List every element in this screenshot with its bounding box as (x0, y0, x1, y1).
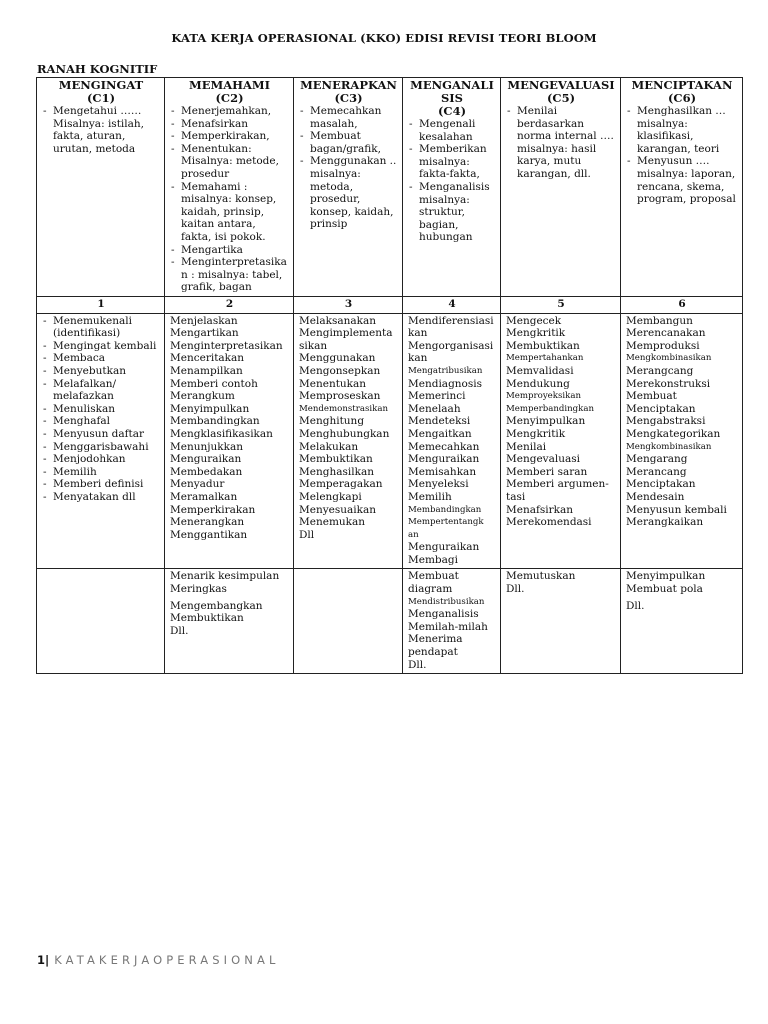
verb-cell-c1 (37, 313, 165, 569)
category-cell-c6 (621, 78, 743, 297)
category-description: - Menghasilkan … misalnya: klasifikasi, karangan, teori (626, 105, 738, 155)
category-description: - Menyusun …. misalnya: laporan, rencana, skema, program, proposal (626, 155, 738, 205)
verb-item: - Mengingat kembali (42, 340, 160, 353)
verb-item: Mengkritik (506, 427, 566, 440)
category-name: MEMAHAMI (188, 78, 271, 92)
verb-item: Meringkas (170, 583, 227, 596)
verb-item: Menerima pendapat (408, 633, 463, 659)
column-number: 6 (621, 297, 743, 314)
page-footer (37, 953, 279, 967)
verb-item: Menyimpulkan (506, 415, 586, 428)
column-number: 1 (37, 297, 165, 314)
verb-cell-c3 (294, 313, 403, 569)
verb-item: - Melafalkan/ melafazkan (42, 378, 160, 403)
category-code: (C6) (667, 91, 697, 105)
verb-item: - Menyusun daftar (42, 428, 160, 441)
verb-item: Memecahkan (408, 440, 480, 453)
verb-item: Mengkombinasikan (626, 353, 712, 364)
category-row (37, 78, 743, 297)
category-description: - Memecahkan masalah, (299, 105, 398, 130)
verb-item: Menafsirkan (506, 503, 574, 516)
category-description: - Menganalisis misalnya: struktur, bagian, hubungan (408, 181, 496, 244)
section-label: RANAH KOGNITIF (37, 62, 158, 76)
category-description: - Menafsirkan (170, 118, 289, 131)
verb-item: Melaksanakan (299, 314, 377, 327)
verb-item: Menghasilkan (299, 465, 374, 478)
verb-item: Menginterpretasikan (170, 339, 283, 352)
category-description-list (170, 105, 289, 294)
verb-item: - Memilih (42, 466, 160, 479)
category-cell-c2 (165, 78, 294, 297)
category-name: MENGEVALUASI (507, 78, 615, 92)
verb-item: Melengkapi (299, 490, 362, 503)
verb-item: Membuktikan (299, 453, 373, 466)
additional-verb-cell-c4 (403, 569, 501, 674)
verb-item: Memperagakan (299, 478, 383, 491)
verb-item: Melakukan (299, 440, 359, 453)
verb-item: - Menyebutkan (42, 365, 160, 378)
running-title: KATAKERJAOPERASIONAL (54, 953, 280, 967)
verb-item: Mendesain (626, 490, 685, 503)
category-name: MENGANALISIS (410, 78, 494, 105)
verb-item: Merangcang (626, 364, 694, 377)
verb-item: Mengonsepkan (299, 364, 381, 377)
verb-item: Menciptakan (626, 478, 696, 491)
verb-cell-c6 (621, 313, 743, 569)
category-description: - Memberikan misalnya: fakta-fakta, (408, 143, 496, 181)
verb-item: - Menghafal (42, 415, 160, 428)
additional-verb-cell-c1 (37, 569, 165, 674)
verb-list (506, 570, 616, 595)
category-name: MENGINGAT (58, 78, 144, 92)
category-name: MENCIPTAKAN (631, 78, 733, 92)
verb-item: Membedakan (170, 465, 243, 478)
verb-item: Menelaah (408, 402, 461, 415)
verb-item: Memberi contoh (170, 377, 258, 390)
verb-item: Mengimplementa sikan (299, 327, 393, 352)
category-description: - Menginterpretasikan : misalnya: tabel, grafik, bagan (170, 256, 289, 294)
category-code: (C3) (334, 91, 363, 105)
verb-item: Mengartikan (170, 327, 239, 340)
verb-list (626, 315, 738, 529)
verb-item: Menemukan (299, 516, 366, 529)
verb-item: Mendiferensiasi kan (408, 314, 494, 340)
verb-item: Menyeleksi (408, 478, 469, 491)
additional-verb-row (37, 569, 743, 674)
verb-item: Menyesuaikan (299, 503, 377, 516)
category-description-list (408, 118, 496, 244)
category-description: - Mengetahui …… Misalnya: istilah, fakta, aturan, urutan, metoda (42, 105, 160, 155)
verb-item: Dll. (170, 624, 189, 637)
verb-cell-c4 (403, 313, 501, 569)
verb-item: Mengatribusikan (408, 365, 483, 376)
column-number: 2 (165, 297, 294, 314)
verb-item: Mendistribusikan (408, 596, 485, 607)
verb-item: Mengevaluasi (506, 453, 580, 466)
verb-item: Menyusun kembali (626, 503, 727, 516)
verb-item: Memisahkan (408, 465, 477, 478)
verb-item: Membuat diagram (408, 570, 459, 596)
verb-item: Menyimpulkan (170, 402, 250, 415)
page-number: 1 (37, 953, 46, 967)
verb-item: Memvalidasi (506, 364, 574, 377)
document-title: KATA KERJA OPERASIONAL (KKO) EDISI REVISI TEORI BLOOM (171, 31, 597, 45)
verb-list (299, 315, 398, 542)
verb-item: Menguraikan (408, 453, 480, 466)
category-code: (C2) (215, 91, 244, 105)
verb-item: Memperbandingkan (506, 403, 595, 414)
verb-item: Menentukan (299, 377, 367, 390)
verb-item: Menguraikan (170, 453, 242, 466)
column-number: 5 (501, 297, 621, 314)
verb-item: - Menuliskan (42, 403, 160, 416)
category-cell-c1 (37, 78, 165, 297)
verb-item: Menerangkan (170, 516, 245, 529)
verb-item: Menganalisis (408, 608, 479, 621)
verb-item: Dll. (506, 583, 525, 596)
verb-cell-c2 (165, 313, 294, 569)
verb-item: Dll. (626, 599, 645, 612)
verb-item: - Menggarisbawahi (42, 441, 160, 454)
verb-list (170, 570, 289, 637)
verb-item: Memutuskan (506, 570, 576, 583)
verb-list (170, 315, 289, 542)
verb-item: Menghitung (299, 415, 365, 428)
verb-item: Menciptakan (626, 402, 696, 415)
verb-item: Mengkombinasikan (626, 441, 712, 452)
verb-item: Memilah-milah (408, 620, 488, 633)
verb-item: Mengarang (626, 453, 688, 466)
verb-item: Mendiagnosis (408, 377, 483, 390)
category-code: (C1) (86, 91, 116, 105)
verb-row (37, 313, 743, 569)
verb-item: Mendeteksi (408, 415, 471, 428)
verb-item: Memperkirakan (170, 503, 256, 516)
verb-item: Dll (299, 528, 315, 541)
verb-item: Mendukung (506, 377, 570, 390)
additional-verb-cell-c6 (621, 569, 743, 674)
verb-list (42, 315, 160, 504)
category-description: - Menggunakan .. misalnya: metoda, prosedur, konsep, kaidah, prinsip (299, 155, 398, 231)
verb-item: - Membaca (42, 352, 160, 365)
verb-item: Menampilkan (170, 364, 243, 377)
verb-item: Merangkum (170, 390, 235, 403)
verb-item: Memerinci (408, 390, 466, 403)
verb-item: Menguraikan (408, 541, 480, 554)
verb-item: Menjelaskan (170, 314, 238, 327)
verb-item: - Menyatakan dll (42, 491, 160, 504)
category-description-list (299, 105, 398, 231)
additional-verb-cell-c3 (294, 569, 403, 674)
verb-list (408, 315, 496, 567)
kko-table (36, 77, 743, 674)
verb-cell-c5 (501, 313, 621, 569)
category-description-list (42, 105, 160, 155)
verb-item: Mengecek (506, 314, 562, 327)
verb-item: Memilih (408, 490, 452, 503)
verb-item: Membangun (626, 314, 693, 327)
verb-item: Mengkritik (506, 327, 566, 340)
verb-item: Mengorganisasi kan (408, 339, 494, 365)
verb-item: Menunjukkan (170, 440, 244, 453)
verb-item: Memproseskan (299, 390, 381, 403)
verb-item: Menghubungkan (299, 427, 390, 440)
verb-item: Membuat (626, 390, 677, 403)
verb-item: Menceritakan (170, 352, 245, 365)
verb-item: Menilai (506, 440, 547, 453)
verb-item: Mengembangkan (170, 599, 263, 612)
column-number: 4 (403, 297, 501, 314)
category-description: - Mengenali kesalahan (408, 118, 496, 143)
verb-item: Mengabstraksi (626, 415, 706, 428)
verb-item: Menggantikan (170, 528, 248, 541)
verb-item: Membuktikan (170, 612, 244, 625)
verb-item: Menyadur (170, 478, 225, 491)
verb-item: Merekonstruksi (626, 377, 711, 390)
category-cell-c3 (294, 78, 403, 297)
verb-item: Mempertahankan (506, 353, 584, 364)
verb-item: Membagi (408, 553, 458, 566)
verb-item: - Memberi definisi (42, 478, 160, 491)
category-description-list (506, 105, 616, 181)
category-description: - Menilai berdasarkan norma internal …. misalnya: hasil karya, mutu karangan, dll. (506, 105, 616, 181)
verb-item: Memberi saran (506, 465, 588, 478)
verb-item: Membuktikan (506, 339, 580, 352)
verb-item: Mendemonstrasikan (299, 403, 388, 414)
verb-item: Menggunakan (299, 352, 376, 365)
verb-item: Merancang (626, 465, 687, 478)
category-code: (C5) (546, 91, 576, 105)
verb-list (626, 570, 738, 612)
verb-item: Menarik kesimpulan (170, 570, 280, 583)
verb-item: Memproyeksikan (506, 391, 581, 402)
verb-item: Membuat pola (626, 583, 703, 596)
category-description: - Membuat bagan/grafik, (299, 130, 398, 155)
category-cell-c5 (501, 78, 621, 297)
category-code: (C4) (437, 104, 467, 118)
verb-item: Mengaitkan (408, 427, 472, 440)
verb-item: - Menjodohkan (42, 453, 160, 466)
verb-item: Merencanakan (626, 327, 706, 340)
verb-item: Mengklasifikasikan (170, 427, 273, 440)
verb-item: - Menemukenali (identifikasi) (42, 315, 160, 340)
verb-item: Merangkaikan (626, 516, 704, 529)
column-number: 3 (294, 297, 403, 314)
verb-item: Dll. (408, 658, 427, 671)
verb-item: Mengkategorikan (626, 427, 721, 440)
additional-verb-cell-c2 (165, 569, 294, 674)
category-description-list (626, 105, 738, 206)
additional-verb-cell-c5 (501, 569, 621, 674)
verb-item: Merekomendasi (506, 516, 592, 529)
verb-item: Membandingkan (408, 504, 482, 515)
verb-item: Membandingkan (170, 415, 260, 428)
category-name: MENERAPKAN (300, 78, 397, 92)
verb-list (408, 570, 496, 671)
category-description: - Memahami : misalnya: konsep, kaidah, prinsip, kaitan antara, fakta, isi pokok. (170, 181, 289, 244)
verb-item: Meramalkan (170, 490, 238, 503)
footer-separator: | (45, 953, 50, 967)
category-cell-c4 (403, 78, 501, 297)
category-description: - Memperkirakan, (170, 130, 289, 143)
column-number-row (37, 297, 743, 314)
category-description: - Mengartika (170, 244, 289, 257)
verb-item: Memberi argumen- tasi (506, 478, 609, 503)
verb-list (506, 315, 616, 529)
category-description: - Menerjemahkan, (170, 105, 289, 118)
verb-item: Mempertentangk an (408, 517, 484, 540)
verb-item: Memproduksi (626, 339, 700, 352)
category-description: - Menentukan: Misalnya: metode, prosedur (170, 143, 289, 181)
verb-item: Menyimpulkan (626, 570, 706, 583)
